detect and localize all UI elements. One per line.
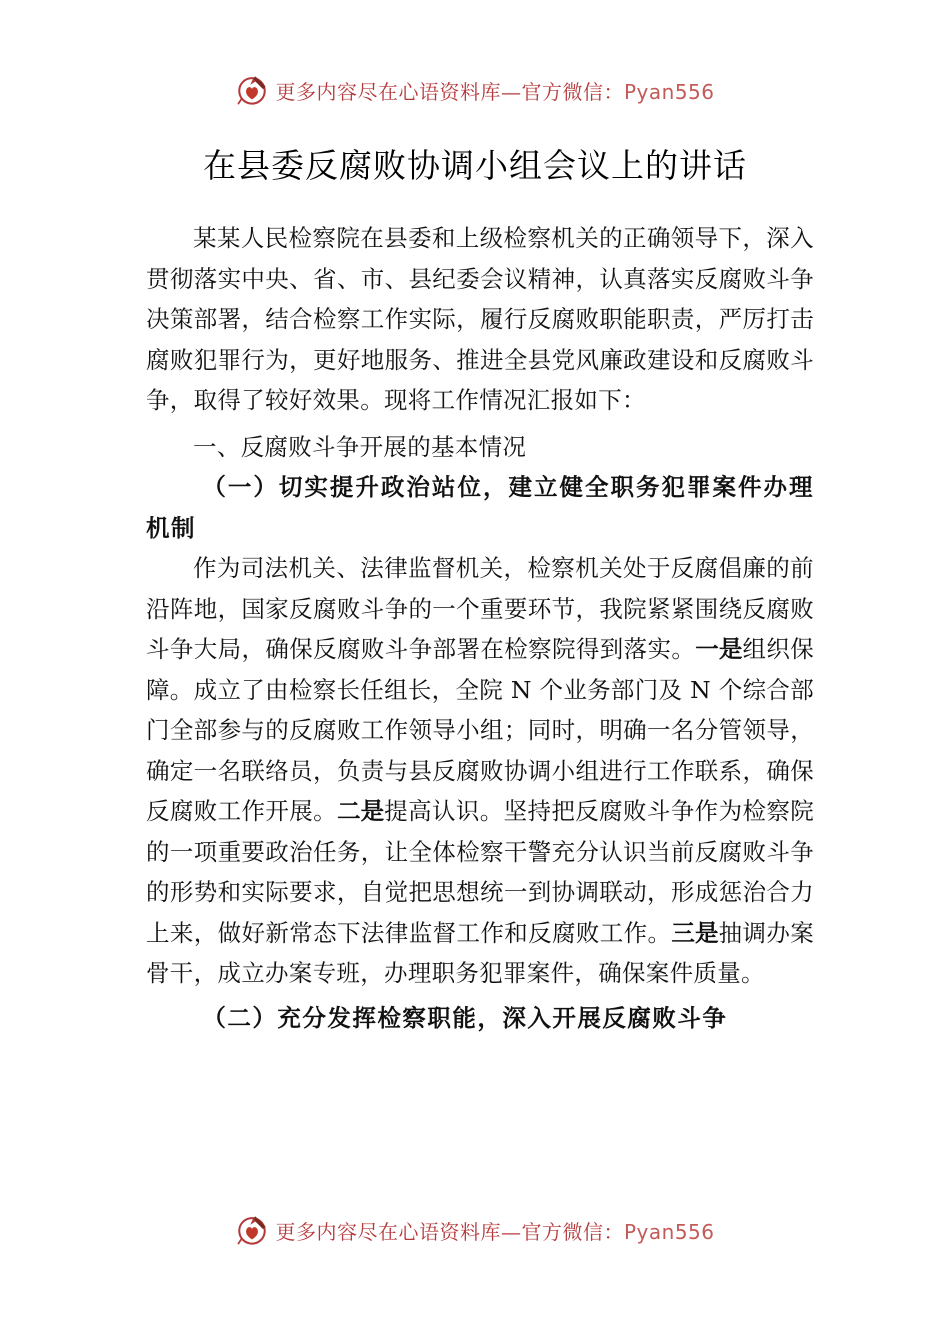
point-3-text: 抽调办案骨干，成立办案专班，办理职务犯罪案件，确保案件质量。 — [146, 918, 815, 987]
point-2-text: 提高认识。坚持把反腐败斗争作为检察院的一项重要政治任务，让全体检察干警充分认识当前反腐败斗争的形势和实际要求，自觉把思想统一到协调联动，形成惩治合力上来，做好新常态下法律监督工作和反腐败工作。 — [146, 797, 815, 947]
banner-text: 更多内容尽在心语资料库—官方微信：Pyan556 — [275, 79, 715, 104]
top-watermark-banner — [0, 70, 950, 110]
subsection-heading-2: （二）充分发挥检察职能，深入开展反腐败斗争 — [202, 1003, 728, 1032]
wechat-id: Pyan556 — [623, 79, 715, 104]
intro-paragraph: 某某人民检察院在县委和上级检察机关的正确领导下，深入贯彻落实中央、省、市、县纪委会议精神，认真落实反腐败斗争决策部署，结合检察工作实际，履行反腐败职能职责，严厉打击腐败犯罪行为，更好地服务、推进全县党风廉政建设和反腐败斗争，取得了较好效果。现将工作情况汇报如下： — [146, 224, 814, 414]
section-heading-1: 一、反腐败斗争开展的基本情况 — [193, 432, 527, 461]
footer-wechat-id: Pyan556 — [623, 1219, 715, 1244]
point-1-text: 组织保障。成立了由检察长任组长，全院 N 个业务部门及 N 个综合部门全部参与的反腐败工作领导小组；同时，明确一名分管领导，确定一名联络员，负责与县反腐败协调小组进行工作联系，确保反腐败工作开展。 — [146, 635, 814, 825]
subsection-1-body: 作为司法机关、法律监督机关，检察机关处于反腐倡廉的前沿阵地，国家反腐败斗争的一个重要环节，我院紧紧围绕反腐败斗争大局，确保反腐败斗争部署在检察院得到落实。 — [146, 554, 814, 663]
document-body — [146, 218, 814, 1038]
point-3-lead: 三是 — [671, 918, 719, 947]
pen-heart-logo-icon — [235, 1213, 269, 1247]
point-1-lead: 一是 — [695, 635, 743, 663]
subsection-heading-1: （一）切实提升政治站位，建立健全职务犯罪案件办理机制 — [146, 473, 814, 542]
subsection-1-paragraph — [146, 548, 814, 994]
pen-heart-logo-icon — [235, 73, 269, 107]
point-2-lead: 二是 — [337, 797, 385, 825]
footer-banner-text: 更多内容尽在心语资料库—官方微信：Pyan556 — [275, 1219, 715, 1244]
bottom-watermark-banner — [0, 1210, 950, 1250]
page-title: 在县委反腐败协调小组会议上的讲话 — [203, 146, 747, 185]
